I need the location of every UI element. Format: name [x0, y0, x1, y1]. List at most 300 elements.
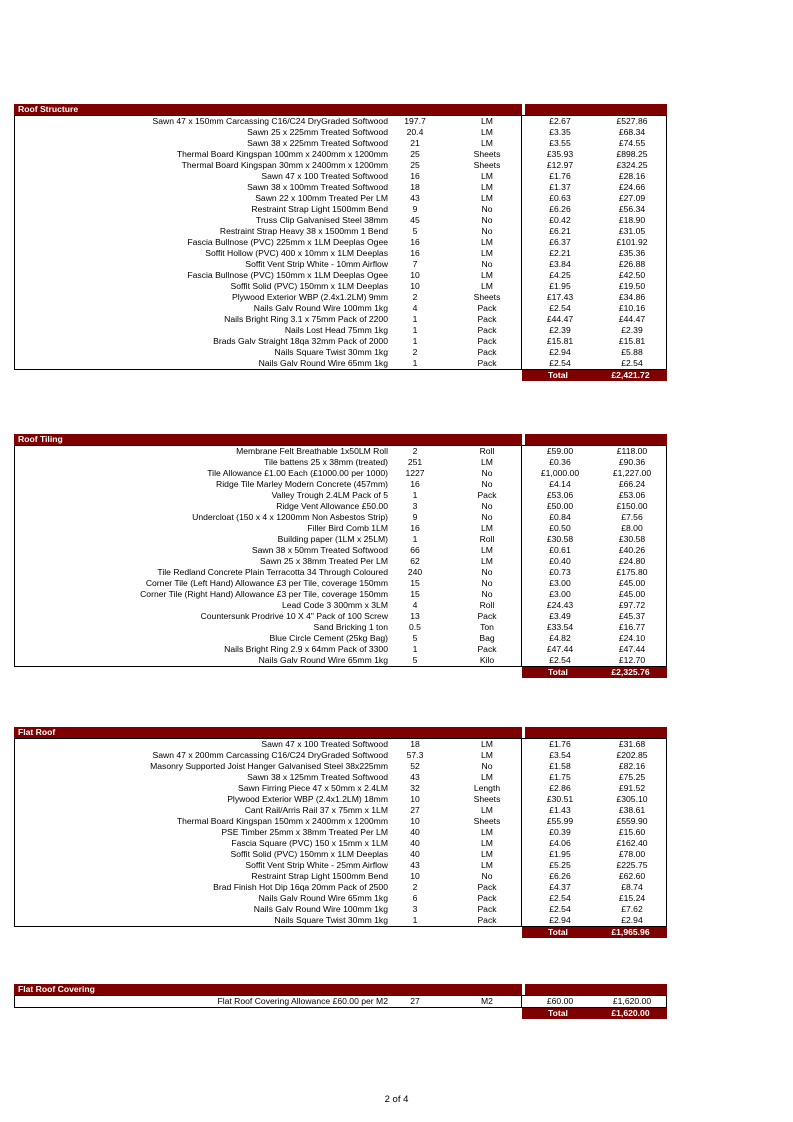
- item-unit-price: £1.58: [549, 761, 571, 771]
- line-items-table: [14, 738, 667, 927]
- item-line-total: £75.25: [618, 772, 646, 782]
- item-description: Fascia Bullnose (PVC) 150mm x 1LM Deeplas Ogee: [187, 270, 388, 280]
- item-unit: LM: [481, 457, 493, 467]
- item-quantity: 16: [410, 479, 420, 489]
- item-line-total: £15.81: [618, 336, 646, 346]
- item-quantity: 16: [410, 523, 420, 533]
- item-description: Plywood Exterior WBP (2.4x1.2LM) 9mm: [231, 292, 388, 302]
- item-quantity: 2: [412, 882, 418, 892]
- item-description: Soffit Solid (PVC) 150mm x 1LM Deeplas: [230, 281, 388, 291]
- item-line-total: £527.86: [616, 116, 648, 126]
- item-description: Thermal Board Kingspan 100mm x 2400mm x 1200mm: [176, 149, 388, 159]
- item-unit-price: £6.21: [549, 226, 571, 236]
- item-unit: Sheets: [473, 149, 501, 159]
- item-unit: No: [481, 468, 493, 478]
- item-line-total: £162.40: [616, 838, 648, 848]
- section-header-price-band: [525, 434, 667, 445]
- item-description: Blue Circle Cement (25kg Bag): [269, 633, 388, 643]
- table-row: [15, 149, 666, 160]
- item-unit-price: £2.54: [549, 655, 571, 665]
- item-quantity: 1: [412, 336, 418, 346]
- item-unit-price: £6.26: [549, 204, 571, 214]
- item-unit-price: £2.94: [549, 915, 571, 925]
- item-description: Building paper (1LM x 25LM): [277, 534, 388, 544]
- item-line-total: £45.00: [618, 578, 646, 588]
- item-description: Restraint Strap Heavy 38 x 1500mm 1 Bend: [219, 226, 388, 236]
- item-line-total: £38.61: [618, 805, 646, 815]
- item-line-total: £118.00: [616, 446, 648, 456]
- table-row: [15, 611, 666, 622]
- line-items-table: [14, 445, 667, 667]
- item-description: Nails Square Twist 30mm 1kg: [274, 347, 388, 357]
- item-line-total: £45.37: [618, 611, 646, 621]
- item-unit-price: £4.14: [549, 479, 571, 489]
- item-unit: Ton: [480, 622, 494, 632]
- item-quantity: 18: [410, 739, 420, 749]
- item-quantity: 16: [410, 237, 420, 247]
- item-unit: No: [481, 578, 493, 588]
- item-unit-price: £0.40: [549, 556, 571, 566]
- item-unit-price: £3.55: [549, 138, 571, 148]
- section-header-price-band: [525, 727, 667, 738]
- item-quantity: 43: [410, 772, 420, 782]
- table-row: [15, 556, 666, 567]
- item-line-total: £34.86: [618, 292, 646, 302]
- item-unit: LM: [481, 281, 493, 291]
- item-description: Soffit Vent Strip White - 10mm Airflow: [245, 259, 388, 269]
- item-description: Sawn Firring Piece 47 x 50mm x 2.4LM: [238, 783, 388, 793]
- table-row: [15, 446, 666, 457]
- table-row: [15, 567, 666, 578]
- item-quantity: 40: [410, 827, 420, 837]
- item-description: Tile battens 25 x 38mm (treated): [264, 457, 388, 467]
- item-unit-price: £1.76: [549, 171, 571, 181]
- table-row: [15, 750, 666, 761]
- item-description: Brads Galv Straight 18qa 32mm Pack of 2000: [213, 336, 388, 346]
- item-unit: Sheets: [473, 160, 501, 170]
- item-description: Sawn 25 x 225mm Treated Softwood: [247, 127, 388, 137]
- item-description: Fascia Square (PVC) 150 x 15mm x 1LM: [231, 838, 388, 848]
- item-unit-price: £55.99: [546, 816, 574, 826]
- item-quantity: 15: [410, 589, 420, 599]
- item-line-total: £7.62: [621, 904, 643, 914]
- item-line-total: £175.80: [616, 567, 648, 577]
- item-description: Nails Galv Round Wire 100mm 1kg: [253, 303, 388, 313]
- item-quantity: 25: [410, 149, 420, 159]
- item-description: Soffit Solid (PVC) 150mm x 1LM Deeplas: [230, 849, 388, 859]
- table-row: [15, 325, 666, 336]
- item-unit: LM: [481, 545, 493, 555]
- item-description: PSE Timber 25mm x 38mm Treated Per LM: [221, 827, 388, 837]
- section-header-price-band: [525, 984, 667, 995]
- item-line-total: £7.56: [621, 512, 643, 522]
- item-description: Sawn 25 x 38mm Treated Per LM: [259, 556, 388, 566]
- item-unit-price: £12.97: [546, 160, 574, 170]
- table-row: [15, 827, 666, 838]
- table-row: [15, 783, 666, 794]
- table-row: [15, 226, 666, 237]
- item-unit: LM: [481, 523, 493, 533]
- item-description: Flat Roof Covering Allowance £60.00 per M2: [217, 996, 388, 1006]
- item-line-total: £45.00: [618, 589, 646, 599]
- item-unit: Pack: [477, 904, 497, 914]
- table-row: [15, 578, 666, 589]
- item-unit-price: £0.42: [549, 215, 571, 225]
- item-description: Sawn 38 x 100mm Treated Softwood: [247, 182, 388, 192]
- item-line-total: £1,620.00: [612, 996, 652, 1006]
- item-quantity: 3: [412, 501, 418, 511]
- item-quantity: 21: [410, 138, 420, 148]
- total-label: Total: [548, 927, 568, 937]
- section-header: [14, 727, 667, 738]
- table-row: [15, 182, 666, 193]
- table-row: [15, 270, 666, 281]
- table-row: [15, 512, 666, 523]
- item-unit: No: [481, 761, 493, 771]
- table-row: [15, 457, 666, 468]
- table-row: [15, 259, 666, 270]
- item-unit-price: £47.44: [546, 644, 574, 654]
- item-unit: LM: [481, 556, 493, 566]
- item-quantity: 32: [410, 783, 420, 793]
- item-unit: Pack: [477, 882, 497, 892]
- item-line-total: £74.55: [618, 138, 646, 148]
- item-quantity: 20.4: [406, 127, 424, 137]
- item-line-total: £26.88: [618, 259, 646, 269]
- item-unit-price: £2.54: [549, 904, 571, 914]
- total-label: Total: [548, 1008, 568, 1018]
- table-row: [15, 655, 666, 666]
- section-roof-structure: [14, 104, 667, 381]
- item-unit-price: £5.25: [549, 860, 571, 870]
- item-description: Cant Rail/Arris Rail 37 x 75mm x 1LM: [244, 805, 388, 815]
- item-description: Restraint Strap Light 1500mm Bend: [251, 871, 388, 881]
- item-line-total: £898.25: [616, 149, 648, 159]
- item-unit: Pack: [477, 915, 497, 925]
- table-row: [15, 248, 666, 259]
- table-row: [15, 633, 666, 644]
- item-unit: No: [481, 567, 493, 577]
- table-row: [15, 281, 666, 292]
- item-unit-price: £15.81: [546, 336, 574, 346]
- table-row: [15, 871, 666, 882]
- item-unit-price: £2.54: [549, 358, 571, 368]
- item-line-total: £66.24: [618, 479, 646, 489]
- item-unit: No: [481, 589, 493, 599]
- item-unit: LM: [481, 248, 493, 258]
- item-line-total: £62.60: [618, 871, 646, 881]
- table-row: [15, 138, 666, 149]
- item-line-total: £225.75: [616, 860, 648, 870]
- item-unit-price: £4.82: [549, 633, 571, 643]
- item-line-total: £31.05: [618, 226, 646, 236]
- item-quantity: 251: [407, 457, 423, 467]
- item-unit: LM: [481, 838, 493, 848]
- table-row: [15, 116, 666, 127]
- item-line-total: £8.00: [621, 523, 643, 533]
- item-description: Ridge Vent Allowance £50.00: [276, 501, 388, 511]
- item-line-total: £559.90: [616, 816, 648, 826]
- item-description: Valley Trough 2.4LM Pack of 5: [271, 490, 388, 500]
- item-unit: Pack: [477, 303, 497, 313]
- item-unit-price: £3.54: [549, 750, 571, 760]
- table-row: [15, 204, 666, 215]
- item-unit-price: £33.54: [546, 622, 574, 632]
- item-unit-price: £35.93: [546, 149, 574, 159]
- item-unit: Pack: [477, 325, 497, 335]
- item-unit-price: £59.00: [546, 446, 574, 456]
- item-unit-price: £1,000.00: [540, 468, 580, 478]
- item-description: Truss Clip Galvanised Steel 38mm: [256, 215, 388, 225]
- item-description: Soffit Vent Strip White - 25mm Airflow: [245, 860, 388, 870]
- item-unit: No: [481, 259, 493, 269]
- item-quantity: 27: [410, 805, 420, 815]
- item-quantity: 1: [412, 358, 418, 368]
- item-unit: LM: [481, 270, 493, 280]
- item-description: Tile Allowance £1.00 Each (£1000.00 per 1000): [207, 468, 388, 478]
- item-unit: LM: [481, 127, 493, 137]
- item-unit-price: £2.67: [549, 116, 571, 126]
- item-unit-price: £1.76: [549, 739, 571, 749]
- item-unit-price: £0.50: [549, 523, 571, 533]
- table-row: [15, 644, 666, 655]
- item-line-total: £42.50: [618, 270, 646, 280]
- total-value: £2,325.76: [611, 667, 650, 677]
- item-quantity: 0.5: [409, 622, 421, 632]
- item-unit-price: £3.00: [549, 578, 571, 588]
- table-row: [15, 589, 666, 600]
- item-description: Nails Square Twist 30mm 1kg: [274, 915, 388, 925]
- table-row: [15, 292, 666, 303]
- item-description: Sawn 38 x 225mm Treated Softwood: [247, 138, 388, 148]
- item-unit: Sheets: [473, 292, 501, 302]
- item-unit: Roll: [479, 600, 495, 610]
- item-unit: Pack: [477, 490, 497, 500]
- item-description: Masonry Supported Joist Hanger Galvanised Steel 38x225mm: [150, 761, 388, 771]
- item-description: Nails Galv Round Wire 65mm 1kg: [258, 655, 388, 665]
- item-unit: Bag: [479, 633, 495, 643]
- item-unit: Pack: [477, 893, 497, 903]
- section-header: [14, 434, 667, 445]
- item-quantity: 16: [410, 171, 420, 181]
- table-row: [15, 761, 666, 772]
- item-quantity: 1: [412, 490, 418, 500]
- item-unit: LM: [481, 772, 493, 782]
- item-unit: Pack: [477, 358, 497, 368]
- item-unit: No: [481, 204, 493, 214]
- item-line-total: £91.52: [618, 783, 646, 793]
- item-unit: Pack: [477, 314, 497, 324]
- item-description: Fascia Bullnose (PVC) 225mm x 1LM Deeplas Ogee: [187, 237, 388, 247]
- item-unit-price: £30.51: [546, 794, 574, 804]
- item-quantity: 13: [410, 611, 420, 621]
- table-row: [15, 772, 666, 783]
- total-value: £1,620.00: [611, 1008, 650, 1018]
- table-row: [15, 838, 666, 849]
- item-quantity: 2: [412, 347, 418, 357]
- table-row: [15, 215, 666, 226]
- item-line-total: £1,227.00: [612, 468, 652, 478]
- table-row: [15, 468, 666, 479]
- item-quantity: 1: [412, 534, 418, 544]
- item-line-total: £31.68: [618, 739, 646, 749]
- table-row: [15, 794, 666, 805]
- item-description: Tile Redland Concrete Plain Terracotta 34 Through Coloured: [157, 567, 388, 577]
- item-unit-price: £4.06: [549, 838, 571, 848]
- table-row: [15, 534, 666, 545]
- item-quantity: 1: [412, 325, 418, 335]
- item-description: Soffit Hollow (PVC) 400 x 10mm x 1LM Deeplas: [205, 248, 388, 258]
- item-unit-price: £3.35: [549, 127, 571, 137]
- item-quantity: 40: [410, 838, 420, 848]
- item-unit: LM: [481, 237, 493, 247]
- table-row: [15, 545, 666, 556]
- item-line-total: £101.92: [616, 237, 648, 247]
- item-line-total: £35.36: [618, 248, 646, 258]
- item-unit: No: [481, 501, 493, 511]
- item-unit: LM: [481, 827, 493, 837]
- section-header: [14, 984, 667, 995]
- section-title: Roof Tiling: [14, 434, 522, 445]
- item-description: Filler Bird Comb 1LM: [307, 523, 388, 533]
- item-line-total: £90.36: [618, 457, 646, 467]
- item-quantity: 1: [412, 915, 418, 925]
- item-unit: Pack: [477, 347, 497, 357]
- item-unit-price: £2.86: [549, 783, 571, 793]
- item-line-total: £47.44: [618, 644, 646, 654]
- item-line-total: £202.85: [616, 750, 648, 760]
- item-line-total: £24.10: [618, 633, 646, 643]
- item-quantity: 16: [410, 248, 420, 258]
- item-unit-price: £3.00: [549, 589, 571, 599]
- item-line-total: £15.24: [618, 893, 646, 903]
- table-row: [15, 193, 666, 204]
- item-unit: Pack: [477, 644, 497, 654]
- table-row: [15, 501, 666, 512]
- item-quantity: 5: [412, 226, 418, 236]
- item-unit-price: £0.63: [549, 193, 571, 203]
- item-line-total: £27.09: [618, 193, 646, 203]
- table-row: [15, 893, 666, 904]
- item-line-total: £24.80: [618, 556, 646, 566]
- table-row: [15, 171, 666, 182]
- item-line-total: £53.06: [618, 490, 646, 500]
- item-quantity: 62: [410, 556, 420, 566]
- item-unit-price: £3.49: [549, 611, 571, 621]
- item-unit-price: £0.36: [549, 457, 571, 467]
- item-unit-price: £17.43: [546, 292, 574, 302]
- item-unit-price: £0.84: [549, 512, 571, 522]
- total-label: Total: [548, 370, 568, 380]
- total-value: £2,421.72: [611, 370, 650, 380]
- section-title: Flat Roof: [14, 727, 522, 738]
- item-line-total: £18.90: [618, 215, 646, 225]
- item-line-total: £8.74: [621, 882, 643, 892]
- table-row: [15, 523, 666, 534]
- item-unit: No: [481, 512, 493, 522]
- item-description: Countersunk Prodrive 10 X 4" Pack of 100 Screw: [200, 611, 388, 621]
- item-description: Ridge Tile Marley Modern Concrete (457mm): [216, 479, 388, 489]
- item-description: Plywood Exterior WBP (2.4x1.2LM) 18mm: [227, 794, 388, 804]
- table-row: [15, 314, 666, 325]
- item-quantity: 10: [410, 270, 420, 280]
- item-unit-price: £0.73: [549, 567, 571, 577]
- item-quantity: 1: [412, 644, 418, 654]
- table-row: [15, 303, 666, 314]
- item-quantity: 197.7: [404, 116, 426, 126]
- item-unit: LM: [481, 805, 493, 815]
- item-unit-price: £0.39: [549, 827, 571, 837]
- item-line-total: £5.88: [621, 347, 643, 357]
- item-description: Sawn 47 x 150mm Carcassing C16/C24 DryGraded Softwood: [152, 116, 388, 126]
- item-quantity: 7: [412, 259, 418, 269]
- table-row: [15, 805, 666, 816]
- item-unit: No: [481, 479, 493, 489]
- item-quantity: 66: [410, 545, 420, 555]
- item-description: Nails Lost Head 75mm 1kg: [284, 325, 388, 335]
- section-total-bar: [522, 370, 667, 381]
- item-description: Undercloat (150 x 4 x 1200mm Non Asbestos Strip): [192, 512, 388, 522]
- item-description: Nails Bright Ring 2.9 x 64mm Pack of 3300: [224, 644, 388, 654]
- item-unit: No: [481, 226, 493, 236]
- item-unit: Length: [473, 783, 501, 793]
- table-row: [15, 849, 666, 860]
- item-unit-price: £2.54: [549, 303, 571, 313]
- section-total-bar: [522, 1008, 667, 1019]
- table-row: [15, 996, 666, 1007]
- item-quantity: 25: [410, 160, 420, 170]
- item-description: Nails Galv Round Wire 100mm 1kg: [253, 904, 388, 914]
- item-quantity: 5: [412, 655, 418, 665]
- item-quantity: 4: [412, 600, 418, 610]
- item-line-total: £28.16: [618, 171, 646, 181]
- item-line-total: £82.16: [618, 761, 646, 771]
- item-description: Membrane Felt Breathable 1x50LM Roll: [236, 446, 388, 456]
- item-line-total: £44.47: [618, 314, 646, 324]
- table-row: [15, 882, 666, 893]
- item-quantity: 43: [410, 860, 420, 870]
- item-unit: LM: [481, 739, 493, 749]
- section-flat-roof-covering: [14, 984, 667, 1019]
- section-roof-tiling: [14, 434, 667, 678]
- item-description: Sawn 47 x 100 Treated Softwood: [261, 739, 388, 749]
- item-description: Restraint Strap Light 1500mm Bend: [251, 204, 388, 214]
- table-row: [15, 479, 666, 490]
- section-flat-roof: [14, 727, 667, 938]
- item-unit: LM: [481, 193, 493, 203]
- item-unit: Sheets: [473, 816, 501, 826]
- table-row: [15, 860, 666, 871]
- item-description: Brad Finish Hot Dip 16qa 20mm Pack of 2500: [213, 882, 388, 892]
- section-title: Flat Roof Covering: [14, 984, 522, 995]
- item-quantity: 57.3: [406, 750, 424, 760]
- item-description: Sawn 47 x 200mm Carcassing C16/C24 DryGraded Softwood: [152, 750, 388, 760]
- item-unit: Pack: [477, 336, 497, 346]
- item-description: Lead Code 3 300mm x 3LM: [281, 600, 388, 610]
- item-description: Nails Galv Round Wire 65mm 1kg: [258, 358, 388, 368]
- item-description: Sawn 38 x 50mm Treated Softwood: [251, 545, 388, 555]
- item-quantity: 10: [410, 794, 420, 804]
- item-unit-price: £30.58: [546, 534, 574, 544]
- item-line-total: £2.94: [621, 915, 643, 925]
- table-row: [15, 336, 666, 347]
- item-quantity: 9: [412, 204, 418, 214]
- table-row: [15, 127, 666, 138]
- page-number: 2 of 4: [384, 1094, 409, 1105]
- total-value: £1,965.96: [611, 927, 650, 937]
- line-items-table: [14, 115, 667, 370]
- table-row: [15, 739, 666, 750]
